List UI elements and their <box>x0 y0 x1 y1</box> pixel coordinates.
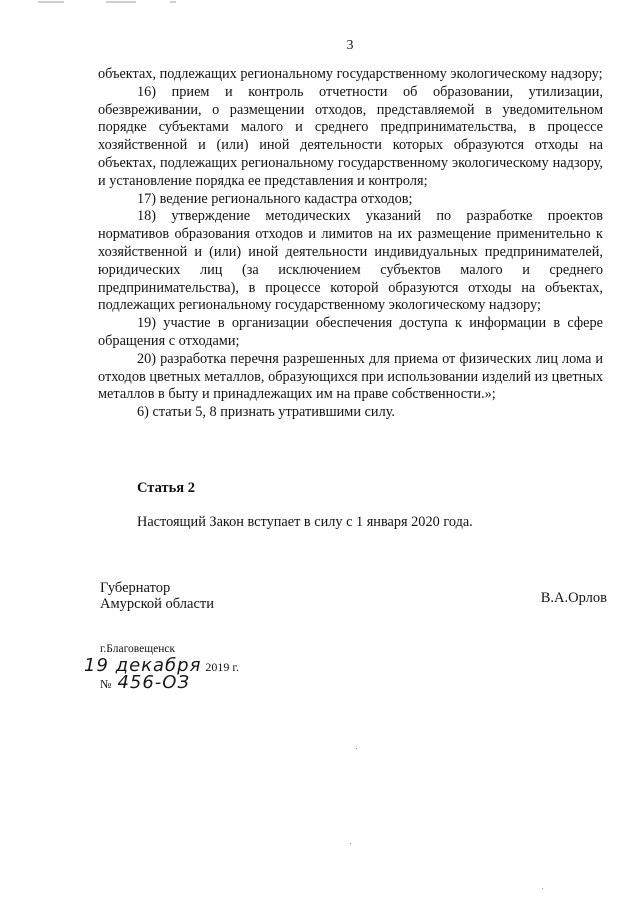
signatory-position-line1: Губернатор <box>100 580 171 596</box>
page-number: 3 <box>346 38 354 53</box>
place-of-signing: г.Благовещенск <box>100 643 176 655</box>
signing-year: 2019 г. <box>205 660 239 674</box>
signatory-name: В.А.Орлов <box>540 590 607 606</box>
article-2-title: Статья 2 <box>137 480 195 496</box>
article-2-text: Настоящий Закон вступает в силу с 1 января 2020 года. <box>137 514 473 530</box>
law-paragraph: 20) разработка перечня разрешенных для приема от физических лиц лома и отходов цветных металлов, образующихся при использовании изделий из цветных металлов в быту и принадлежащих им на праве собственности.»; <box>98 350 603 403</box>
law-number <box>100 672 190 693</box>
scan-speck <box>542 888 543 889</box>
handwritten-law-number: 456-ОЗ <box>117 672 191 693</box>
number-sign: № <box>100 677 112 691</box>
scan-speck <box>350 843 351 844</box>
law-paragraph: объектах, подлежащих региональному государственному экологическому надзору; <box>98 66 603 82</box>
law-text-body <box>98 66 603 422</box>
scan-edge-marks <box>0 0 640 6</box>
signatory-position <box>100 580 214 612</box>
law-paragraph: 19) участие в организации обеспечения доступа к информации в сфере обращения с отходами; <box>98 315 603 349</box>
handwritten-date: 19 декабря <box>84 655 202 676</box>
law-paragraph: 18) утверждение методических указаний по разработке проектов нормативов образования отходов и лимитов на их размещение применительно к хозяйственной и (или) иной деятельности индивидуальных предпринимателей, юридических лиц (за исключением субъектов малого и среднего предпринимательства), в процессе которой образуются отходы на объектах, подлежащих региональному государственному экологическому надзору; <box>98 208 603 314</box>
scan-speck <box>356 748 357 749</box>
law-paragraph: 6) статьи 5, 8 признать утратившими силу. <box>137 404 396 421</box>
law-paragraph: 17) ведение регионального кадастра отходов; <box>137 190 413 207</box>
law-paragraph: 16) прием и контроль отчетности об образовании, утилизации, обезвреживании, о размещении отходов, представляемой в уведомительном порядке субъектами малого и среднего предпринимательства, в процессе хозяйственной и (или) иной деятельности которых образуются отходы на объектах, подлежащих региональному государственному экологическому надзору, и установление порядка ее представления и контроля; <box>98 83 603 189</box>
signatory-position-line2: Амурской области <box>100 596 214 612</box>
